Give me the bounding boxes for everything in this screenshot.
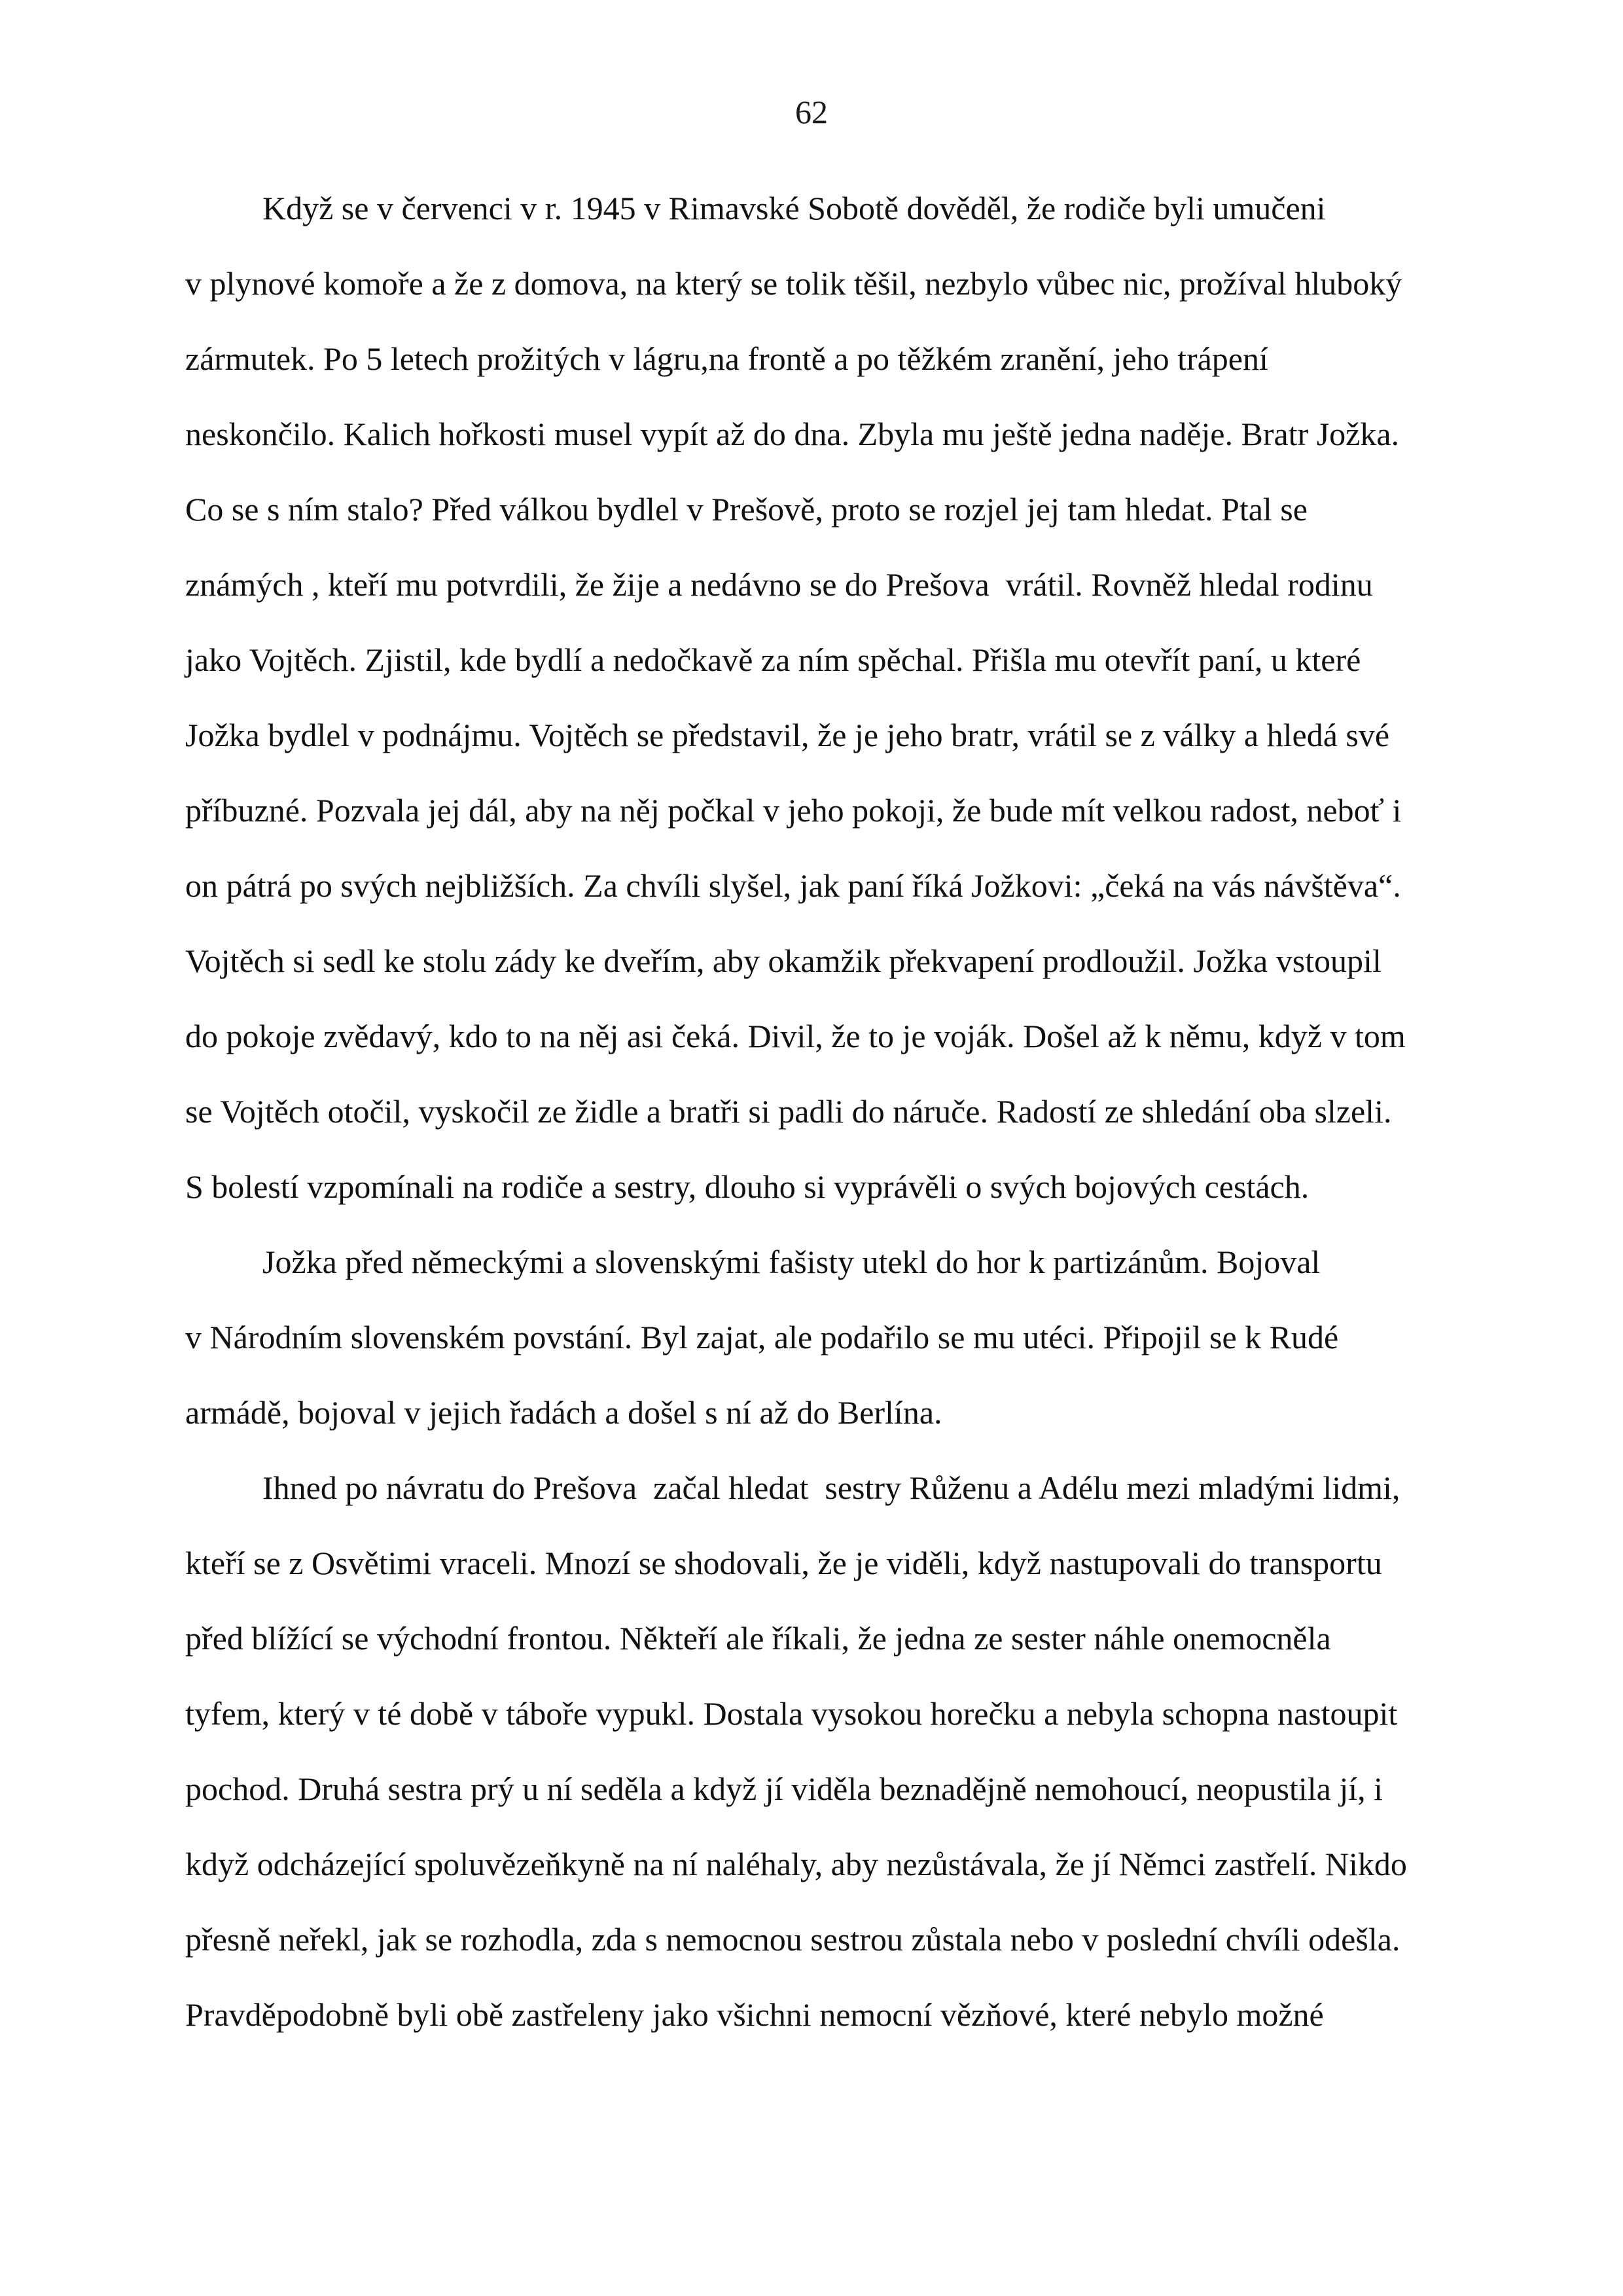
text-line: Co se s ním stalo? Před válkou bydlel v Prešově, proto se rozjel jej tam hledat. Ptal se [185, 491, 1308, 528]
paragraph [185, 1225, 1468, 1450]
text-line: Když se v červenci v r. 1945 v Rimavské Sobotě dověděl, že rodiče byli umučeni [262, 190, 1326, 226]
text-line: on pátrá po svých nejbližších. Za chvíli slyšel, jak paní říká Jožkovi: „čeká na vás návštěva“. [185, 867, 1401, 904]
body-text [185, 171, 1468, 2053]
page-number: 62 [795, 94, 828, 130]
text-line: jako Vojtěch. Zjistil, kde bydlí a nedočkavě za ním spěchal. Přišla mu otevřít paní, u které [185, 641, 1361, 678]
text-line: tyfem, který v té době v táboře vypukl. Dostala vysokou horečku a nebyla schopna nastoupit [185, 1695, 1398, 1732]
text-line: přesně neřekl, jak se rozhodla, zda s nemocnou sestrou zůstala nebo v poslední chvíli odešla. [185, 1921, 1400, 1958]
text-line: Ihned po návratu do Prešova začal hledat sestry Růženu a Adélu mezi mladými lidmi, [262, 1469, 1400, 1506]
text-line: Jožka bydlel v podnájmu. Vojtěch se představil, že je jeho bratr, vrátil se z války a hledá své [185, 717, 1390, 753]
text-line: příbuzné. Pozvala jej dál, aby na něj počkal v jeho pokoji, že bude mít velkou radost, neboť i [185, 792, 1402, 829]
text-line: Vojtěch si sedl ke stolu zády ke dveřím, aby okamžik překvapení prodloužil. Jožka vstoupil [185, 942, 1382, 979]
text-line: se Vojtěch otočil, vyskočil ze židle a bratři si padli do náruče. Radostí ze shledání oba slzeli. [185, 1093, 1392, 1130]
text-line: S bolestí vzpomínali na rodiče a sestry, dlouho si vyprávěli o svých bojových cestách. [185, 1168, 1310, 1205]
text-line: zármutek. Po 5 letech prožitých v lágru,na frontě a po těžkém zranění, jeho trápení [185, 340, 1268, 377]
paragraph [185, 1450, 1468, 2053]
text-line: neskončilo. Kalich hořkosti musel vypít až do dna. Zbyla mu ještě jedna naděje. Bratr Jožka. [185, 416, 1400, 452]
text-line: pochod. Druhá sestra prý u ní seděla a když jí viděla beznadějně nemohoucí, neopustila jí, i [185, 1770, 1383, 1807]
text-line: armádě, bojoval v jejich řadách a došel s ní až do Berlína. [185, 1394, 942, 1431]
paragraph [185, 171, 1468, 1225]
text-line: Jožka před německými a slovenskými fašisty utekl do hor k partizánům. Bojoval [262, 1244, 1321, 1280]
text-line: kteří se z Osvětimi vraceli. Mnozí se shodovali, že je viděli, když nastupovali do transportu [185, 1545, 1382, 1581]
text-line: když odcházející spoluvězeňkyně na ní naléhaly, aby nezůstávala, že jí Němci zastřelí. Nikdo [185, 1846, 1407, 1882]
text-line: před blížící se východní frontou. Někteří ale říkali, že jedna ze sester náhle onemocněla [185, 1620, 1331, 1657]
text-line: v plynové komoře a že z domova, na který se tolik těšil, nezbylo vůbec nic, prožíval hluboký [185, 265, 1402, 302]
text-line: známých , kteří mu potvrdili, že žije a nedávno se do Prešova vrátil. Rovněž hledal rodinu [185, 566, 1373, 603]
text-line: Pravděpodobně byli obě zastřeleny jako všichni nemocní vězňové, které nebylo možné [185, 1996, 1324, 2033]
text-line: v Národním slovenském povstání. Byl zajat, ale podařilo se mu utéci. Připojil se k Rudé [185, 1319, 1339, 1355]
text-line: do pokoje zvědavý, kdo to na něj asi čeká. Divil, že to je voják. Došel až k němu, když v tom [185, 1018, 1406, 1054]
